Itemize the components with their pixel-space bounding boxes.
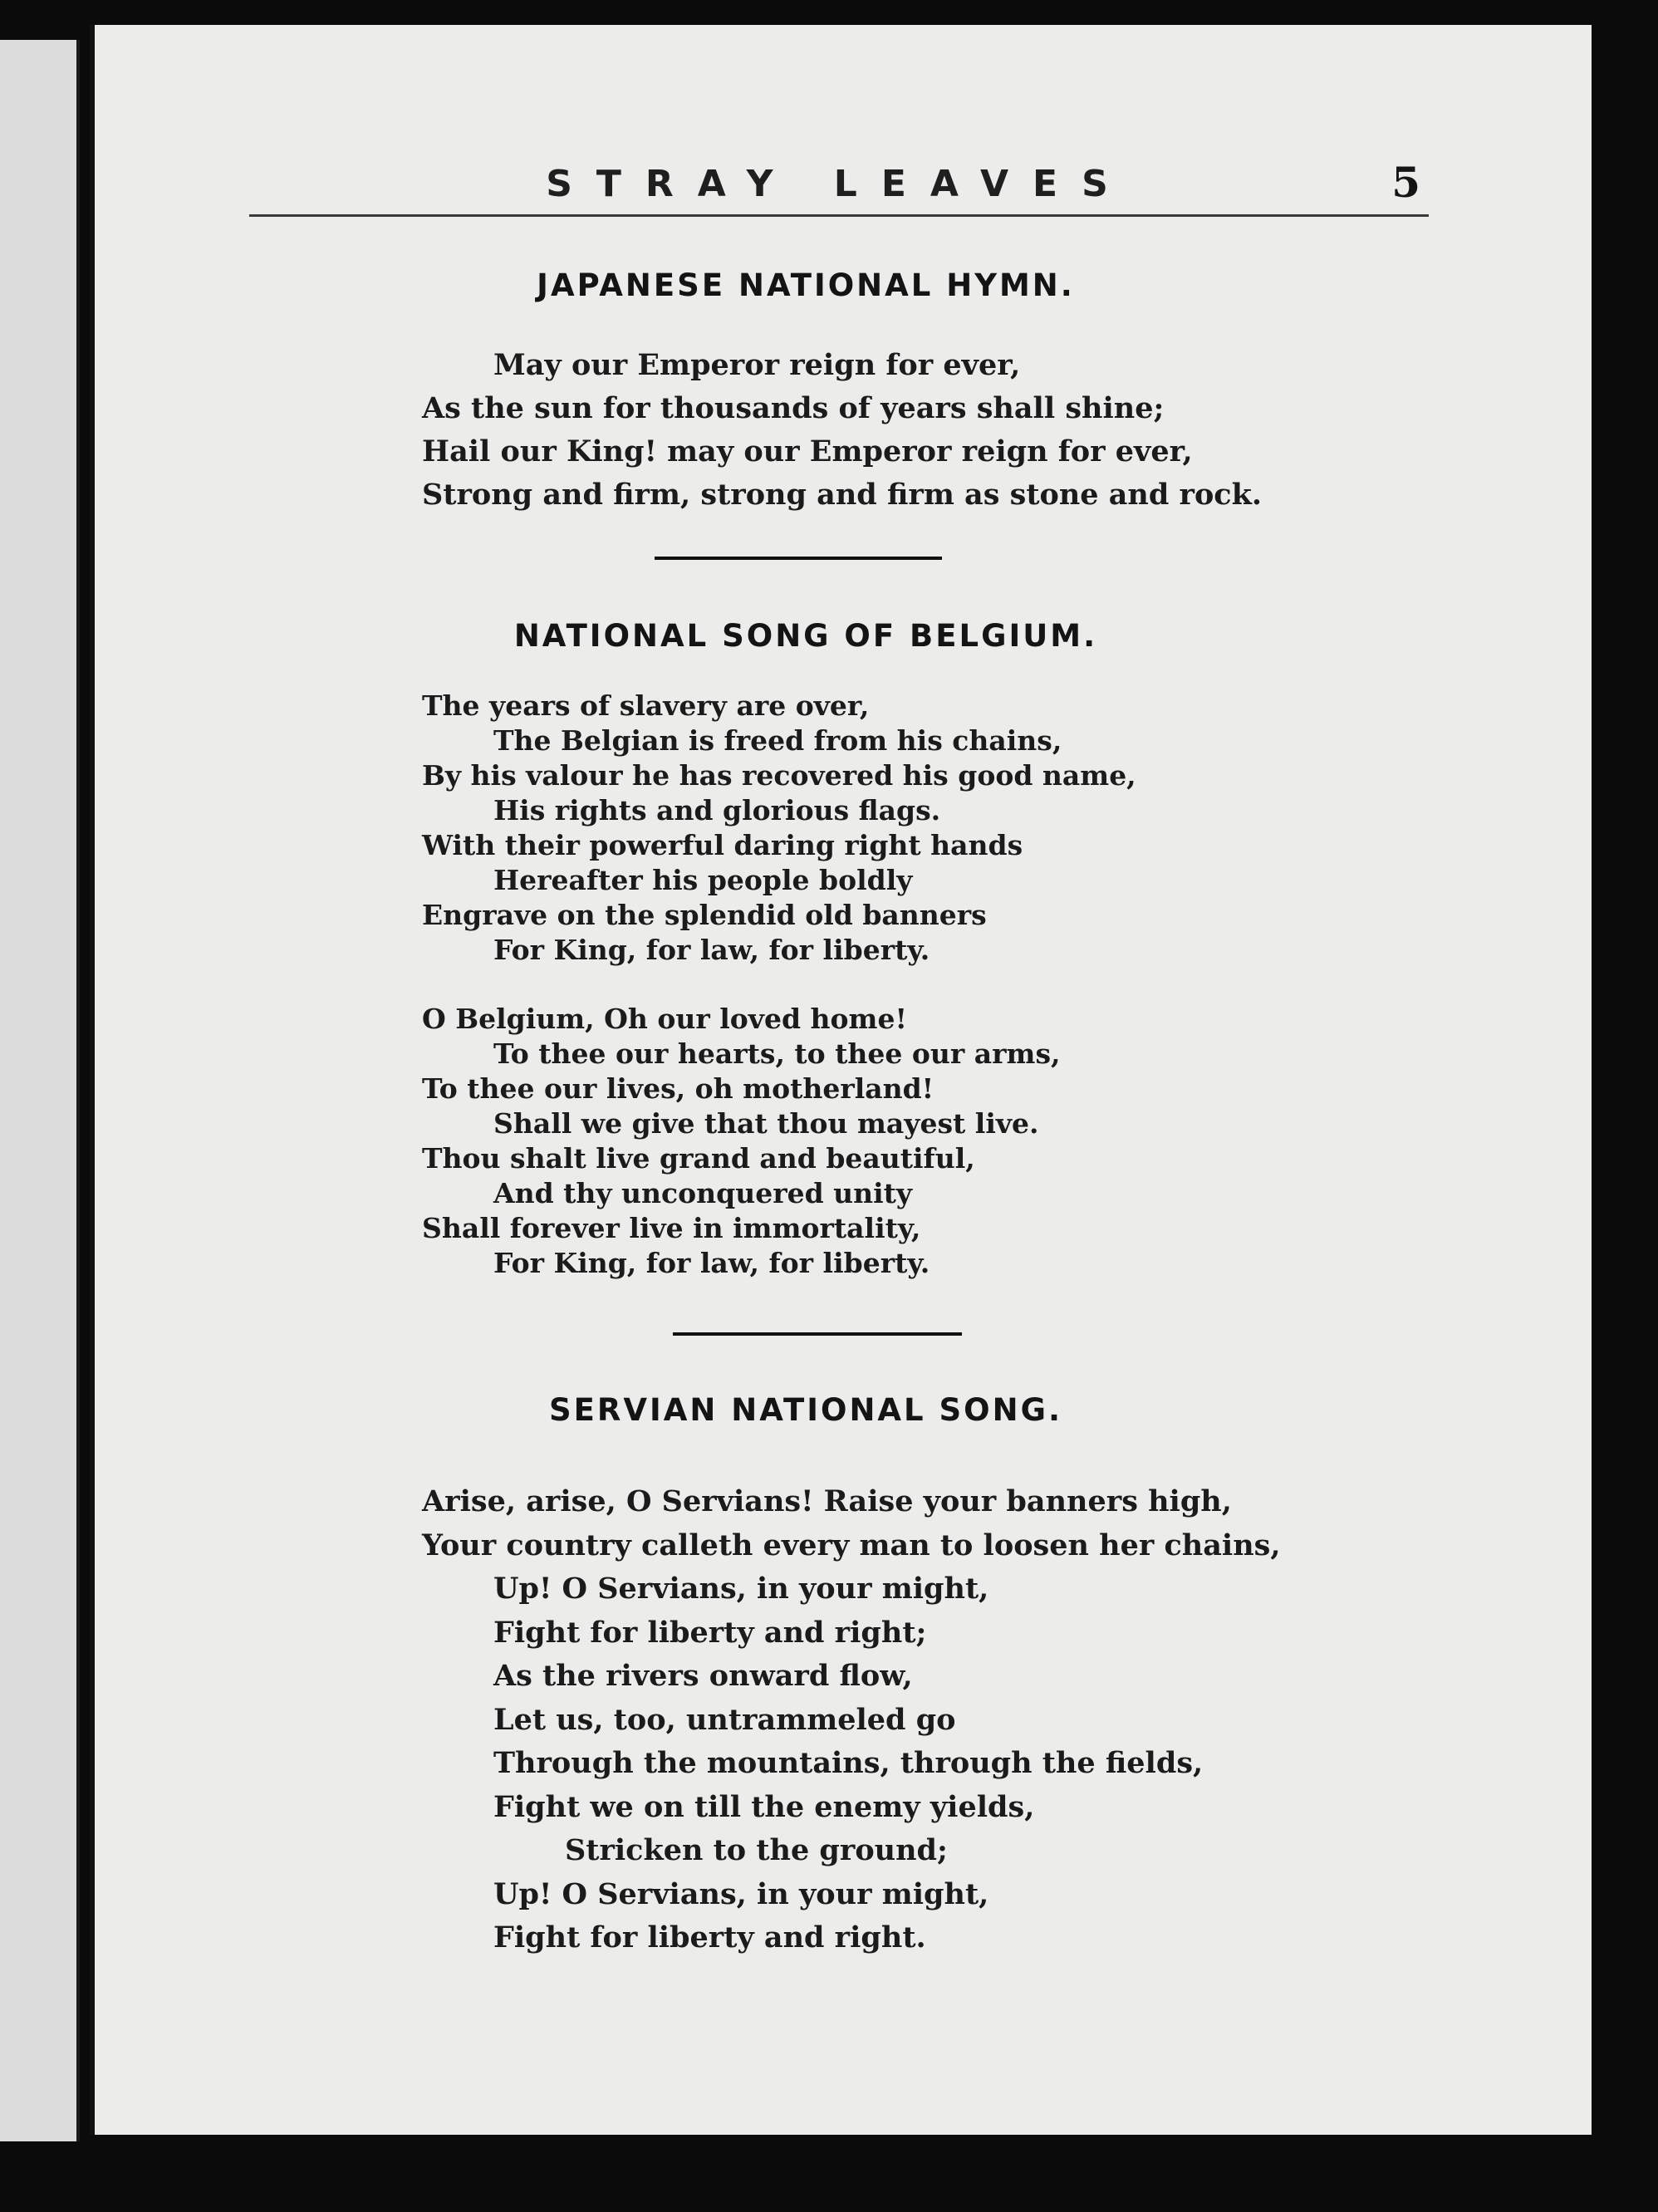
section-heading-japanese-hymn: JAPANESE NATIONAL HYMN. bbox=[537, 267, 1075, 303]
verse-line: As the rivers onward flow, bbox=[493, 1659, 913, 1693]
verse-line: The Belgian is freed from his chains, bbox=[493, 724, 1062, 757]
section-divider-rule bbox=[673, 1332, 962, 1336]
verse-line: Up! O Servians, in your might, bbox=[493, 1572, 989, 1606]
facing-page-edge bbox=[0, 40, 80, 2141]
verse-line: Hail our King! may our Emperor reign for ever, bbox=[422, 434, 1193, 468]
verse-line: His rights and glorious flags. bbox=[493, 794, 941, 826]
verse-line: For King, for law, for liberty. bbox=[493, 1247, 930, 1279]
verse-line: Strong and firm, strong and firm as stone and rock. bbox=[422, 478, 1263, 512]
verse-line: Thou shalt live grand and beautiful, bbox=[422, 1142, 975, 1175]
verse-line: Let us, too, untrammeled go bbox=[493, 1702, 956, 1737]
verse-line: O Belgium, Oh our loved home! bbox=[422, 1003, 907, 1035]
japanese-hymn-verse bbox=[422, 344, 1262, 517]
verse-line: Arise, arise, O Servians! Raise your banners high, bbox=[422, 1484, 1232, 1518]
running-head-title: STRAY LEAVES bbox=[546, 163, 1132, 205]
verse-line: May our Emperor reign for ever, bbox=[493, 348, 1021, 382]
verse-line: Shall we give that thou mayest live. bbox=[493, 1107, 1039, 1140]
section-divider-rule bbox=[655, 557, 942, 560]
verse-line: Shall forever live in immortality, bbox=[422, 1212, 921, 1244]
section-heading-belgium: NATIONAL SONG OF BELGIUM. bbox=[513, 618, 1098, 654]
section-heading-servian: SERVIAN NATIONAL SONG. bbox=[548, 1392, 1063, 1428]
page-number: 5 bbox=[1391, 158, 1420, 207]
verse-line: Hereafter his people boldly bbox=[493, 864, 913, 896]
verse-line: With their powerful daring right hands bbox=[422, 829, 1023, 861]
verse-line: Through the mountains, through the fields, bbox=[493, 1746, 1204, 1780]
verse-line: For King, for law, for liberty. bbox=[493, 934, 930, 966]
verse-line: To thee our hearts, to thee our arms, bbox=[493, 1037, 1061, 1070]
verse-line: Fight for liberty and right; bbox=[493, 1615, 927, 1650]
verse-line: Up! O Servians, in your might, bbox=[493, 1876, 989, 1911]
verse-line: The years of slavery are over, bbox=[422, 689, 870, 722]
verse-line: As the sun for thousands of years shall shine; bbox=[422, 391, 1165, 425]
running-head-rule bbox=[249, 214, 1429, 217]
belgium-stanza-2 bbox=[422, 1002, 1061, 1281]
belgium-stanza-1 bbox=[422, 689, 1136, 968]
verse-line: To thee our lives, oh motherland! bbox=[422, 1072, 934, 1105]
verse-line: By his valour he has recovered his good name, bbox=[422, 759, 1136, 792]
verse-line: Stricken to the ground; bbox=[565, 1833, 948, 1867]
verse-line: Fight we on till the enemy yields, bbox=[493, 1789, 1035, 1824]
running-head bbox=[249, 146, 1429, 221]
verse-line: Fight for liberty and right. bbox=[493, 1920, 926, 1955]
verse-line: Your country calleth every man to loosen her chains, bbox=[422, 1528, 1281, 1562]
servian-verse bbox=[422, 1480, 1281, 1960]
verse-line: And thy unconquered unity bbox=[493, 1177, 913, 1209]
verse-line: Engrave on the splendid old banners bbox=[422, 899, 987, 931]
